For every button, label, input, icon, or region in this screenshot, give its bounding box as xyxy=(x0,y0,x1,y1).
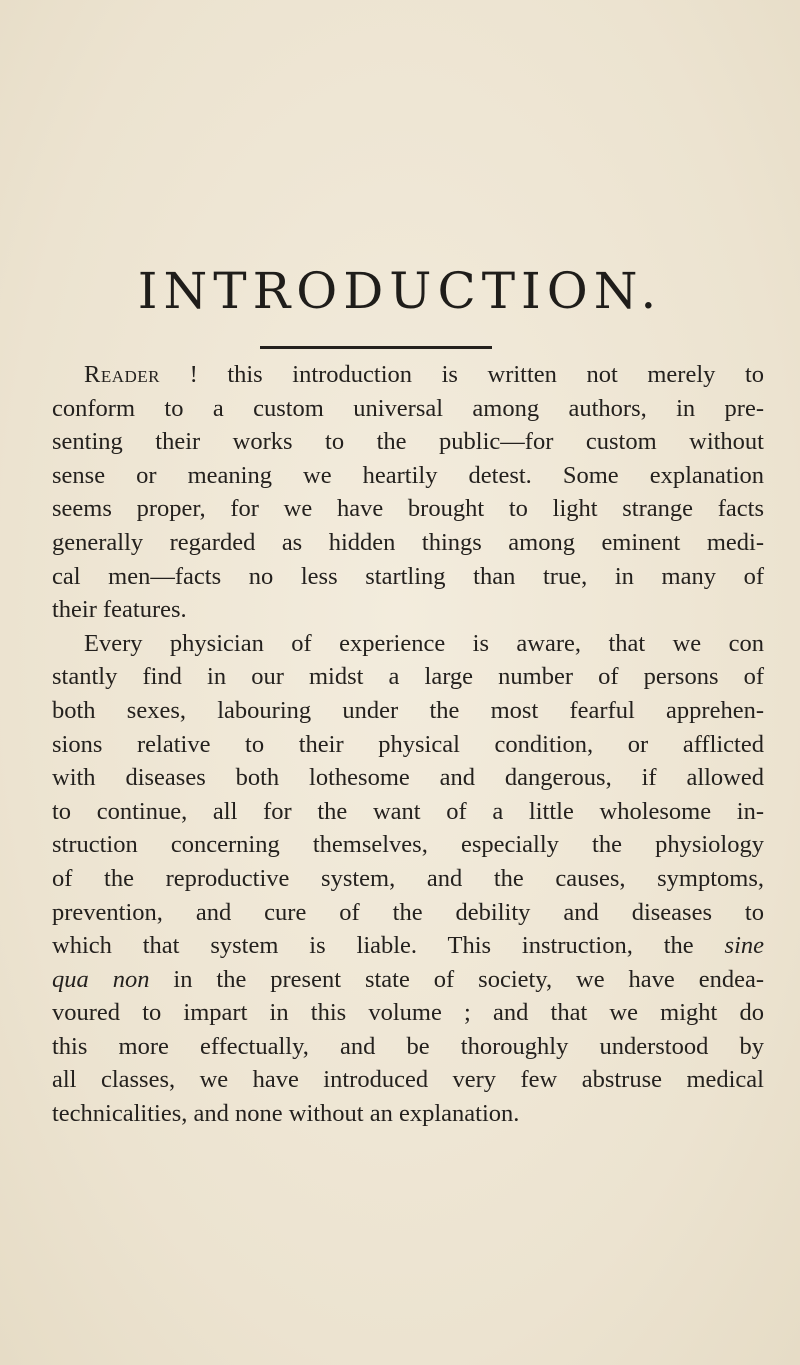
paragraph-2-line-1: Every physician of experience is aware, that we con xyxy=(84,629,764,657)
paragraph-1-line-3: senting their works to the public—for custom without xyxy=(52,428,764,456)
paragraph-1-line-4: sense or meaning we heartily detest. Some explanation xyxy=(52,461,764,489)
paragraph-2-line-11: qua non in the present state of society, we have endea- xyxy=(52,965,765,993)
paragraph-2-line-3: both sexes, labouring under the most fearful apprehen- xyxy=(52,696,764,724)
paragraph-2-line-10: which that system is liable. This instruction, the sine xyxy=(52,932,764,960)
paragraph-2-line-6: to continue, all for the want of a little wholesome in- xyxy=(52,797,764,825)
latin-phrase-start: sine xyxy=(724,932,764,960)
paragraph-2-line-15: technicalities, and none without an explanation. xyxy=(52,1100,520,1128)
paragraph-1-line-2: conform to a custom universal among authors, in pre- xyxy=(52,394,764,422)
body-text xyxy=(52,358,764,1131)
paragraph-2-line-9: prevention, and cure of the debility and diseases to xyxy=(52,898,764,926)
paragraph-1-line-5: seems proper, for we have brought to light strange facts xyxy=(52,495,764,523)
opening-word: Reader xyxy=(84,361,161,388)
paragraph-2-line-12: voured to impart in this volume ; and that we might do xyxy=(52,999,764,1027)
heading-rule xyxy=(260,346,492,349)
paragraph-2-line-14: all classes, we have introduced very few abstruse medical xyxy=(52,1066,764,1094)
chapter-heading: INTRODUCTION. xyxy=(137,262,663,320)
paragraph-2-line-13: this more effectually, and be thoroughly understood by xyxy=(52,1032,764,1060)
paragraph-2-line-2: stantly find in our midst a large number of persons of xyxy=(52,663,764,691)
paragraph-2-line-8: of the reproductive system, and the causes, symptoms, xyxy=(52,864,764,892)
paragraph-2-line-5: with diseases both lothesome and dangerous, if allowed xyxy=(52,764,764,792)
paragraph-1-line-8: their features. xyxy=(52,596,187,624)
latin-phrase-end: qua non xyxy=(52,965,150,993)
paragraph-1-line-6: generally regarded as hidden things among eminent medi- xyxy=(52,528,764,556)
paragraph-2-line-4: sions relative to their physical condition, or afflicted xyxy=(52,730,764,758)
paragraph-1-line-1: Reader ! this introduction is written not merely to xyxy=(84,361,764,388)
paragraph-1-line-7: cal men—facts no less startling than true, in many of xyxy=(52,562,764,590)
paragraph-2-line-7: struction concerning themselves, especially the physiology xyxy=(52,831,764,859)
